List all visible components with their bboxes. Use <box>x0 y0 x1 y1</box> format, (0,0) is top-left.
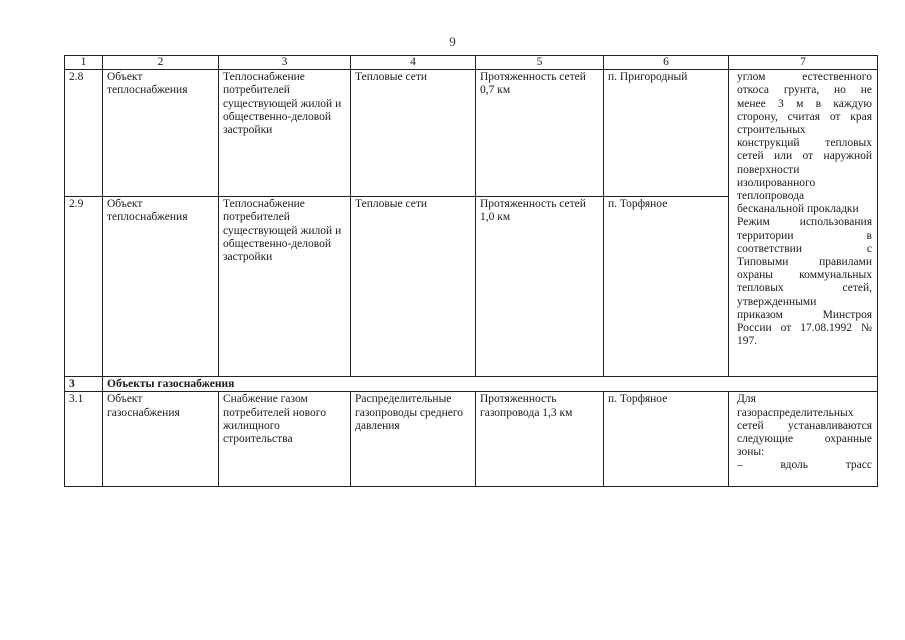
zone-line: охраны коммунальных <box>737 269 872 282</box>
row-number: 2.8 <box>65 70 103 197</box>
zone-line: газораспределительных <box>737 406 854 419</box>
header-cell: 4 <box>351 56 476 70</box>
zone-line: бесканальной прокладки <box>737 203 859 216</box>
page-number: 9 <box>449 34 456 49</box>
document-table <box>64 55 878 487</box>
zone-line: менее 3 м в каждую <box>737 97 872 110</box>
object-purpose: Снабжение газом потребителей нового жилищного строительства <box>219 392 351 487</box>
zone-line: поверхности <box>737 163 800 176</box>
object-location: п. Пригородный <box>604 70 729 197</box>
object-type: Тепловые сети <box>351 197 476 377</box>
zone-line: 197. <box>737 335 758 348</box>
object-type: Тепловые сети <box>351 70 476 197</box>
object-characteristics: Протяженность сетей 0,7 км <box>476 70 604 197</box>
zone-line: приказом Минстроя <box>737 308 872 321</box>
zone-line: строительных <box>737 124 806 137</box>
zone-line: Для <box>737 393 756 406</box>
object-location: п. Торфяное <box>604 392 729 487</box>
object-characteristics: Протяженность сетей 1,0 км <box>476 197 604 377</box>
zone-line: тепловых сетей, <box>737 282 872 295</box>
object-type: Распределительные газопроводы среднего давления <box>351 392 476 487</box>
section-title: Объекты газоснабжения <box>103 377 878 392</box>
zone-line: сетей устанавливаются <box>737 419 872 432</box>
zone-line: сторону, считая от края <box>737 110 872 123</box>
zone-line: территории в <box>737 229 872 242</box>
header-cell: 1 <box>65 56 103 70</box>
zone-line: следующие охранные <box>737 433 872 446</box>
row-number: 3.1 <box>65 392 103 487</box>
section-row <box>65 377 878 392</box>
row-number: 2.9 <box>65 197 103 377</box>
zone-line: Режим использования <box>737 216 872 229</box>
zone-line: зоны: <box>737 446 765 459</box>
object-name: Объект газоснабжения <box>103 392 219 487</box>
zone-line: соответствии с <box>737 242 872 255</box>
header-cell: 5 <box>476 56 604 70</box>
zone-line: Типовыми правилами <box>737 256 872 269</box>
protection-zone-text <box>729 392 878 487</box>
header-cell: 7 <box>729 56 878 70</box>
object-name: Объект теплоснабжения <box>103 197 219 377</box>
section-number: 3 <box>65 377 103 392</box>
header-cell: 3 <box>219 56 351 70</box>
object-purpose: Теплоснабжение потребителей существующей жилой и общественно-деловой застройки <box>219 70 351 197</box>
zone-line: утвержденными <box>737 295 817 308</box>
zone-line: – вдоль трасс <box>737 459 872 472</box>
zone-line: углом естественного <box>737 71 872 84</box>
table-row <box>65 392 878 487</box>
zone-line: теплопровода <box>737 190 805 203</box>
header-cell: 2 <box>103 56 219 70</box>
protection-zone-text <box>729 70 878 377</box>
object-location: п. Торфяное <box>604 197 729 377</box>
zone-line: конструкций тепловых <box>737 137 872 150</box>
object-characteristics: Протяженность газопровода 1,3 км <box>476 392 604 487</box>
zone-line: сетей или от наружной <box>737 150 872 163</box>
zone-line: откоса грунта, но не <box>737 84 872 97</box>
object-purpose: Теплоснабжение потребителей существующей жилой и общественно-деловой застройки <box>219 197 351 377</box>
table-header-row <box>65 56 878 70</box>
header-cell: 6 <box>604 56 729 70</box>
table-row <box>65 70 878 197</box>
zone-line: России от 17.08.1992 № <box>737 322 872 335</box>
zone-line: изолированного <box>737 176 816 189</box>
object-name: Объект теплоснабжения <box>103 70 219 197</box>
